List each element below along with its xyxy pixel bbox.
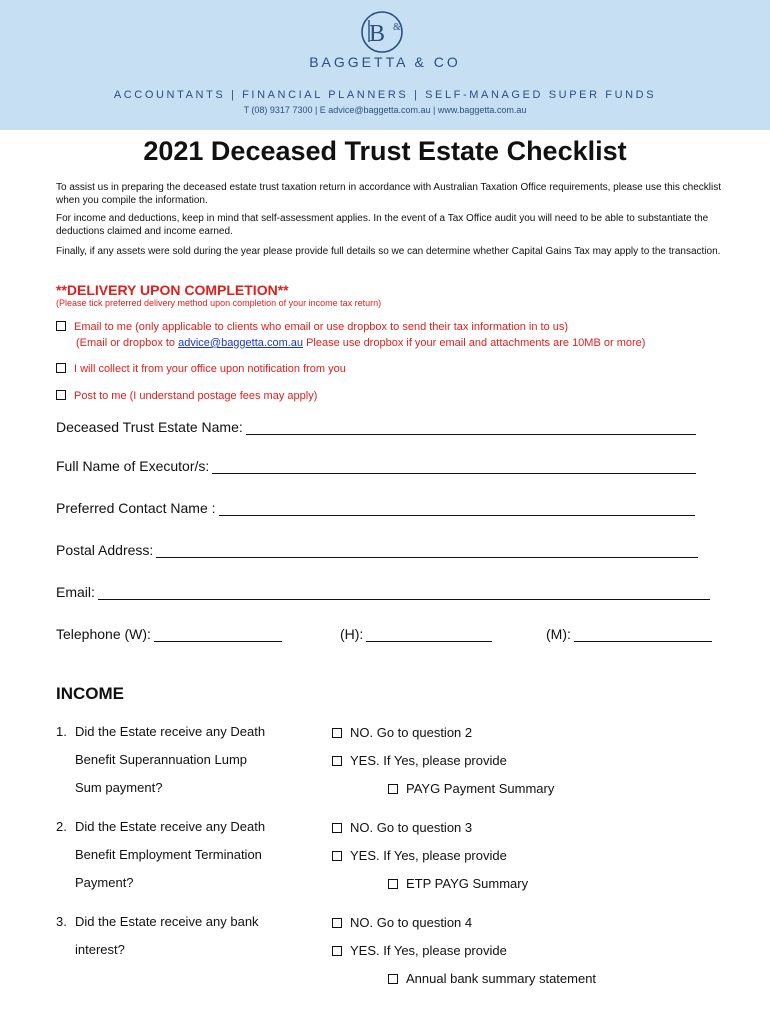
contact-name-label: Preferred Contact Name : (56, 500, 216, 516)
executor-field (56, 458, 696, 474)
collect-checkbox[interactable] (56, 363, 66, 373)
telephone-home-label: (H): (340, 626, 364, 642)
q1-provide-option: PAYG Payment Summary (388, 781, 554, 796)
delivery-option-email (56, 321, 646, 349)
telephone-work-label: Telephone (W): (56, 626, 151, 642)
estate-name-label: Deceased Trust Estate Name: (56, 419, 243, 435)
q1-yes-option: YES. If Yes, please provide (332, 753, 507, 768)
telephone-home-input[interactable] (366, 627, 492, 642)
q2-no-checkbox[interactable] (332, 823, 342, 833)
post-option-label: Post to me (I understand postage fees may apply) (74, 390, 318, 402)
contact-name-field (56, 500, 695, 516)
question-1: 1. Did the Estate receive any Death Benefit Superannuation Lump Sum payment? (56, 724, 266, 795)
email-link[interactable]: advice@baggetta.com.au (178, 337, 304, 349)
svg-text:B: B (369, 21, 386, 47)
postal-address-input[interactable] (156, 543, 698, 558)
email-checkbox[interactable] (56, 321, 66, 331)
baggetta-logo-icon (360, 8, 408, 56)
q1-yes-checkbox[interactable] (332, 756, 342, 766)
post-checkbox[interactable] (56, 390, 66, 400)
executor-input[interactable] (212, 459, 696, 474)
postal-address-label: Postal Address: (56, 542, 154, 558)
email-field (56, 584, 710, 600)
q2-provide-checkbox[interactable] (388, 879, 398, 889)
telephone-home-field (340, 626, 492, 642)
intro-paragraph-2: For income and deductions, keep in mind that self-assessment applies. In the event of a Tax Office audit you will need to be able to substantiate the deductions claimed and income earned. (56, 213, 709, 237)
q1-no-checkbox[interactable] (332, 728, 342, 738)
q3-yes-option: YES. If Yes, please provide (332, 943, 507, 958)
question-3: 3. Did the Estate receive any bank interest? (56, 914, 259, 957)
q2-yes-checkbox[interactable] (332, 851, 342, 861)
brand-name: BAGGETTA & CO (309, 54, 461, 70)
q2-yes-option: YES. If Yes, please provide (332, 848, 507, 863)
q3-provide-checkbox[interactable] (388, 974, 398, 984)
estate-name-field (56, 419, 696, 435)
q3-no-checkbox[interactable] (332, 918, 342, 928)
delivery-subheading: (Please tick preferred delivery method upon completion of your income tax return) (56, 298, 382, 308)
delivery-heading: **DELIVERY UPON COMPLETION** (56, 282, 289, 298)
intro-paragraph-3: Finally, if any assets were sold during the year please provide full details so we can determine whether Capital Gains Tax may apply to the transaction. (56, 246, 721, 257)
q2-no-option: NO. Go to question 3 (332, 820, 472, 835)
q3-provide-option: Annual bank summary statement (388, 971, 596, 986)
email-label: Email: (56, 584, 95, 600)
q3-yes-checkbox[interactable] (332, 946, 342, 956)
income-heading: INCOME (56, 684, 124, 703)
telephone-work-field (56, 626, 282, 642)
page-title: 2021 Deceased Trust Estate Checklist (143, 136, 627, 166)
collect-option-label: I will collect it from your office upon notification from you (74, 363, 346, 375)
question-2: 2. Did the Estate receive any Death Benefit Employment Termination Payment? (56, 819, 266, 890)
email-input[interactable] (98, 585, 710, 600)
delivery-option-post (56, 390, 317, 402)
brand-tagline: ACCOUNTANTS | FINANCIAL PLANNERS | SELF-MANAGED SUPER FUNDS (113, 89, 657, 101)
postal-address-field (56, 542, 698, 558)
svg-text:&: & (393, 22, 401, 33)
email-option-note: (Email or dropbox to advice@baggetta.com.au Please use dropbox if your email and attachments are 10MB or more) (76, 337, 646, 349)
delivery-option-collect (56, 363, 346, 375)
estate-name-input[interactable] (246, 420, 696, 435)
telephone-mobile-field (546, 626, 712, 642)
executor-label: Full Name of Executor/s: (56, 458, 210, 474)
contact-name-input[interactable] (219, 501, 695, 516)
telephone-mobile-input[interactable] (574, 627, 712, 642)
q3-no-option: NO. Go to question 4 (332, 915, 472, 930)
brand-contact: T (08) 9317 7300 | E advice@baggetta.com.au | www.baggetta.com.au (243, 105, 527, 115)
q1-no-option: NO. Go to question 2 (332, 725, 472, 740)
email-option-label: Email to me (only applicable to clients who email or use dropbox to send their tax information in to us) (74, 321, 569, 333)
telephone-work-input[interactable] (154, 627, 282, 642)
intro-paragraph-1: To assist us in preparing the deceased estate trust taxation return in accordance with Australian Taxation Office requirements, please use this checklist when you compile the information. (56, 182, 721, 206)
letterhead (0, 0, 770, 130)
telephone-mobile-label: (M): (546, 626, 571, 642)
q1-provide-checkbox[interactable] (388, 784, 398, 794)
q2-provide-option: ETP PAYG Summary (388, 876, 528, 891)
